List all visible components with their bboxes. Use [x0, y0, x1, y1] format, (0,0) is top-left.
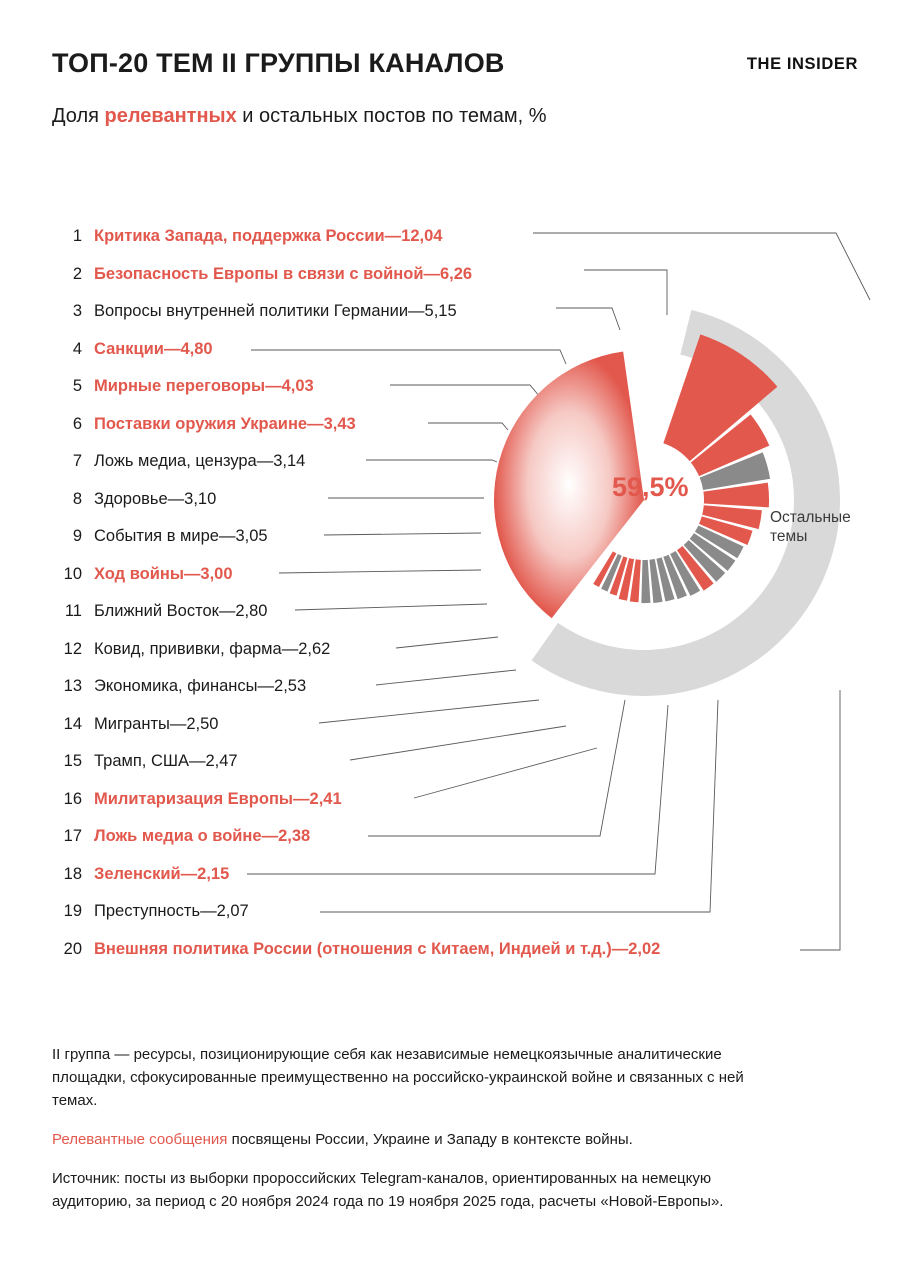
- legend-label: Ложь медиа, цензура: [94, 452, 257, 471]
- list-item: [52, 893, 812, 931]
- legend-separator: —: [218, 527, 236, 546]
- legend-value: 3,10: [184, 489, 217, 508]
- legend-value: 3,43: [323, 414, 356, 433]
- legend-label: События в мире: [94, 527, 219, 546]
- legend-label: Ковид, прививки, фарма: [94, 639, 282, 658]
- legend-separator: —: [183, 564, 201, 583]
- legend-rank: 14: [63, 714, 82, 733]
- legend-label: Безопасность Европы в связи с войной: [94, 264, 424, 283]
- legend-value: 2,53: [274, 677, 307, 696]
- legend-value: 2,41: [309, 789, 342, 808]
- legend-label: Милитаризация Европы: [94, 789, 294, 808]
- legend-label: Ход войны: [94, 564, 184, 583]
- legend-rank: 13: [63, 677, 82, 696]
- legend-value: 6,26: [439, 264, 473, 283]
- brand-logo: THE INSIDER: [746, 55, 858, 73]
- legend-rank: 17: [63, 827, 82, 846]
- legend-value: 2,15: [197, 864, 230, 883]
- legend-separator: —: [163, 339, 181, 358]
- list-item: [52, 781, 812, 819]
- topic-wedge: [641, 560, 650, 603]
- legend-rank: 3: [72, 302, 82, 321]
- legend-rank: 2: [72, 264, 82, 283]
- list-item: [52, 706, 812, 744]
- legend-label: Поставки оружия Украине: [94, 414, 308, 433]
- subtitle-part-1: Доля: [52, 105, 105, 127]
- legend-rank: 12: [63, 639, 82, 658]
- footnote-source: Источник: посты из выборки пророссийских Telegram-каналов, ориентированных на немецкую аудиторию, за период с 20 ноября 2024 года по 19 ноября 2025 года, расчеты «Новой-Европы».: [52, 1170, 724, 1210]
- donut-chart: [430, 250, 870, 700]
- legend-separator: —: [167, 489, 185, 508]
- legend-label: Санкции: [94, 339, 164, 358]
- legend-rank: 8: [72, 489, 82, 508]
- legend-rank: 15: [63, 752, 82, 771]
- legend-label: Преступность: [94, 902, 201, 921]
- legend-value: 3,00: [200, 564, 233, 583]
- rest-topics-label: [770, 508, 851, 546]
- legend-separator: —: [189, 752, 206, 771]
- legend-value: 3,05: [235, 527, 268, 546]
- subtitle-highlight: релевантных: [104, 105, 237, 127]
- page-title: ТОП-20 ТЕМ II ГРУППЫ КАНАЛОВ: [52, 48, 505, 78]
- legend-separator: —: [408, 302, 425, 321]
- footnote-relevance-definition: [52, 1128, 792, 1151]
- legend-rank: 9: [72, 527, 82, 546]
- legend-label: Ближний Восток: [94, 602, 219, 621]
- legend-value: 2,47: [205, 752, 238, 771]
- legend-separator: —: [265, 377, 282, 396]
- legend-rank: 20: [63, 939, 82, 958]
- page-subtitle: [52, 105, 547, 128]
- legend-rank: 4: [72, 339, 82, 358]
- legend-label: Критика Запада, поддержка России: [94, 227, 385, 246]
- list-item: [52, 743, 812, 781]
- legend-separator: —: [307, 414, 324, 433]
- legend-value: 4,03: [281, 377, 314, 396]
- legend-value: 3,14: [273, 452, 306, 471]
- legend-separator: —: [218, 602, 236, 621]
- legend-rank: 7: [72, 452, 82, 471]
- legend-separator: —: [384, 227, 402, 246]
- center-percentage: 59,5%: [612, 472, 689, 502]
- legend-label: Экономика, финансы: [94, 677, 258, 696]
- list-item: [52, 856, 812, 894]
- legend-separator: —: [200, 902, 217, 921]
- legend-label: Ложь медиа о войне: [94, 827, 262, 846]
- legend-rank: 11: [64, 602, 82, 621]
- subtitle-part-2: и остальных постов по темам, %: [236, 105, 547, 127]
- legend-rank: 6: [72, 414, 82, 433]
- legend-label: Здоровье: [94, 489, 168, 508]
- legend-value: 4,80: [180, 339, 213, 358]
- list-item: [52, 931, 812, 969]
- legend-separator: —: [261, 827, 279, 846]
- legend-rank: 10: [63, 564, 82, 583]
- legend-rank: 5: [72, 377, 82, 396]
- legend-separator: —: [256, 452, 274, 471]
- legend-value: 2,38: [278, 827, 311, 846]
- legend-value: 2,62: [298, 639, 331, 658]
- header: [52, 48, 858, 94]
- legend-rank: 16: [63, 789, 82, 808]
- legend-rank: 1: [72, 227, 82, 246]
- legend-separator: —: [293, 789, 310, 808]
- legend-label: Вопросы внутренней политики Германии: [94, 302, 409, 321]
- legend-label: Мирные переговоры: [94, 377, 266, 396]
- list-item: [52, 818, 812, 856]
- footnote-relevance-highlight: Релевантные сообщения: [52, 1131, 228, 1148]
- legend-value: 5,15: [424, 302, 457, 321]
- rest-topics-label-line1: Остальные: [770, 509, 851, 526]
- legend-separator: —: [611, 939, 629, 958]
- legend-value: 2,02: [628, 939, 661, 958]
- legend-separator: —: [281, 639, 299, 658]
- legend-label: Внешняя политика России (отношения с Китаем, Индией и т.д.): [94, 939, 612, 958]
- rest-topics-label-line2: темы: [770, 528, 808, 545]
- footnote-relevance-rest: посвящены России, Украине и Западу в контексте войны.: [227, 1131, 633, 1148]
- legend-value: 2,50: [186, 714, 219, 733]
- legend-label: Мигранты: [94, 714, 170, 733]
- legend-separator: —: [257, 677, 275, 696]
- legend-separator: —: [180, 864, 198, 883]
- legend-label: Зеленский: [94, 864, 181, 883]
- legend-separator: —: [423, 264, 440, 283]
- legend-label: Трамп, США: [94, 752, 189, 771]
- footnote-group-definition: II группа — ресурсы, позиционирующие себя как независимые немецкоязычные аналитические площадки, сфокусированные преимущественно на российско-украинской войне и связанных с ней темах.: [52, 1046, 744, 1109]
- legend-value: 2,80: [235, 602, 268, 621]
- footnotes: [52, 1043, 792, 1229]
- legend-value: 12,04: [401, 227, 443, 246]
- legend-rank: 19: [63, 902, 82, 921]
- legend-value: 2,07: [216, 902, 249, 921]
- legend-separator: —: [169, 714, 187, 733]
- legend-rank: 18: [63, 864, 82, 883]
